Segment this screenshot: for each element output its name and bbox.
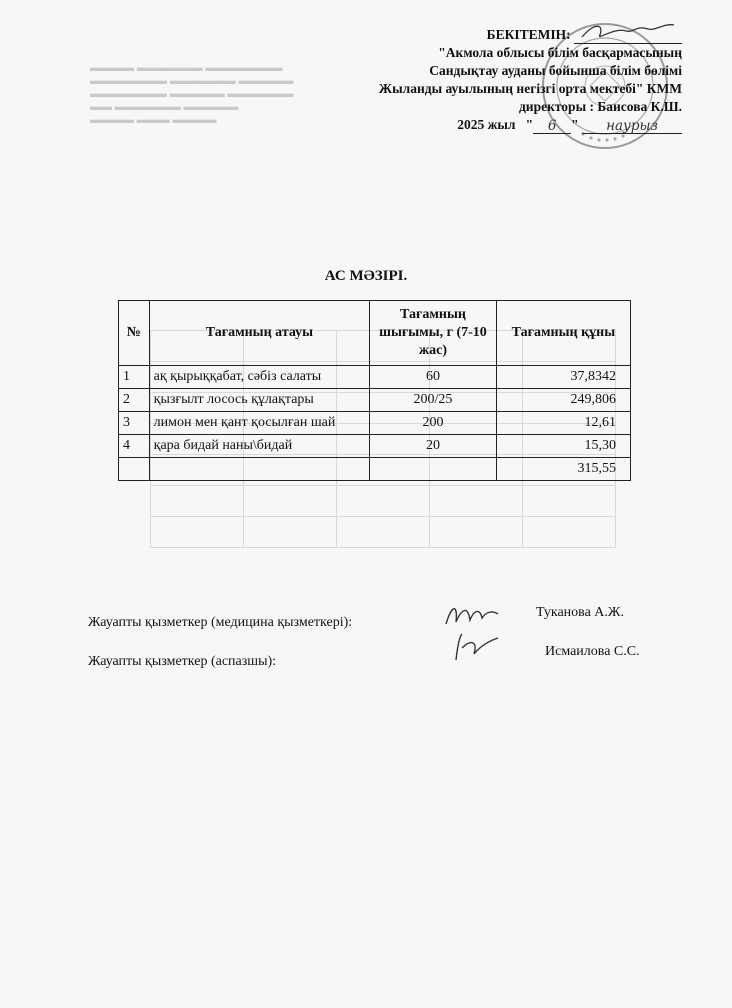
approval-day-line [533, 117, 571, 134]
table-row [119, 389, 631, 412]
table-row [119, 366, 631, 389]
row-price: 12,61 [496, 412, 630, 435]
bleed-through-text: ▬▬▬▬ ▬▬▬▬▬▬ ▬▬▬▬▬▬▬ ▬▬▬▬▬▬▬ ▬▬▬▬▬▬ ▬▬▬▬▬ ▬▬▬▬▬▬▬ ▬▬▬▬▬ ▬▬▬▬▬▬ ▬▬ ▬▬▬▬▬▬ ▬▬▬▬▬ ▬▬▬▬ ▬▬▬ ▬▬▬▬ [90, 62, 294, 126]
approval-month: наурыз [606, 118, 658, 134]
table-header-row [119, 301, 631, 366]
header-number: № [119, 301, 150, 366]
page-title: АС МӘЗІРІ. [324, 268, 408, 284]
row-dish-name: ақ қырыққабат, сәбіз салаты [149, 366, 370, 389]
row-weight: 200/25 [370, 389, 497, 412]
row-dish-name: қызғылт лосось құлақтары [149, 389, 370, 412]
table-row [119, 435, 631, 458]
signature-role-cook: Жауапты қызметкер (аспазшы): [88, 654, 277, 669]
approval-director: директоры : Баисова К.Ш. [518, 99, 682, 114]
approval-block [342, 26, 682, 134]
approval-heading: БЕКІТЕМІН: [486, 27, 571, 42]
row-weight: 60 [370, 366, 497, 389]
table-total-row [119, 458, 631, 481]
row-number: 1 [119, 366, 150, 389]
director-signature-line [574, 27, 682, 44]
row-price: 37,8342 [496, 366, 630, 389]
table-row [119, 412, 631, 435]
row-weight: 20 [370, 435, 497, 458]
signature-name-medical: Туканова А.Ж. [536, 605, 624, 620]
approval-year: 2025 жыл [457, 117, 516, 132]
row-number: 3 [119, 412, 150, 435]
row-weight: 200 [370, 412, 497, 435]
approval-day: 6 [547, 118, 557, 134]
row-price: 15,30 [496, 435, 630, 458]
signature-name-cook: Исмаилова С.С. [545, 644, 640, 659]
header-weight: Тағамның шығымы, г (7-10 жас) [370, 301, 497, 366]
approval-date-row: 2025 жыл " 6 " наурыз [342, 116, 682, 134]
row-number: 2 [119, 389, 150, 412]
signature-mark-cook [448, 630, 508, 666]
header-price: Тағамның құны [496, 301, 630, 366]
total-price: 315,55 [496, 458, 630, 481]
row-dish-name: қара бидай наны\бидай [149, 435, 370, 458]
header-dish-name: Тағамның атауы [149, 301, 370, 366]
approval-org-line2: Сандықтау ауданы бойынша білім бөлімі [429, 63, 682, 78]
approval-org-line3: Жыланды ауылының негізгі орта мектебі" КММ [378, 81, 682, 96]
approval-heading-row [342, 26, 682, 44]
row-dish-name: лимон мен қант қосылған шай [149, 412, 370, 435]
director-signature [574, 21, 682, 41]
signature-role-medical: Жауапты қызметкер (медицина қызметкері): [88, 615, 353, 630]
approval-org-line1: "Акмола облысы білім басқармасының [438, 45, 682, 60]
menu-table [118, 300, 631, 481]
row-number: 4 [119, 435, 150, 458]
signature-mark-medical [442, 598, 502, 630]
row-price: 249,806 [496, 389, 630, 412]
approval-month-line [582, 117, 682, 134]
